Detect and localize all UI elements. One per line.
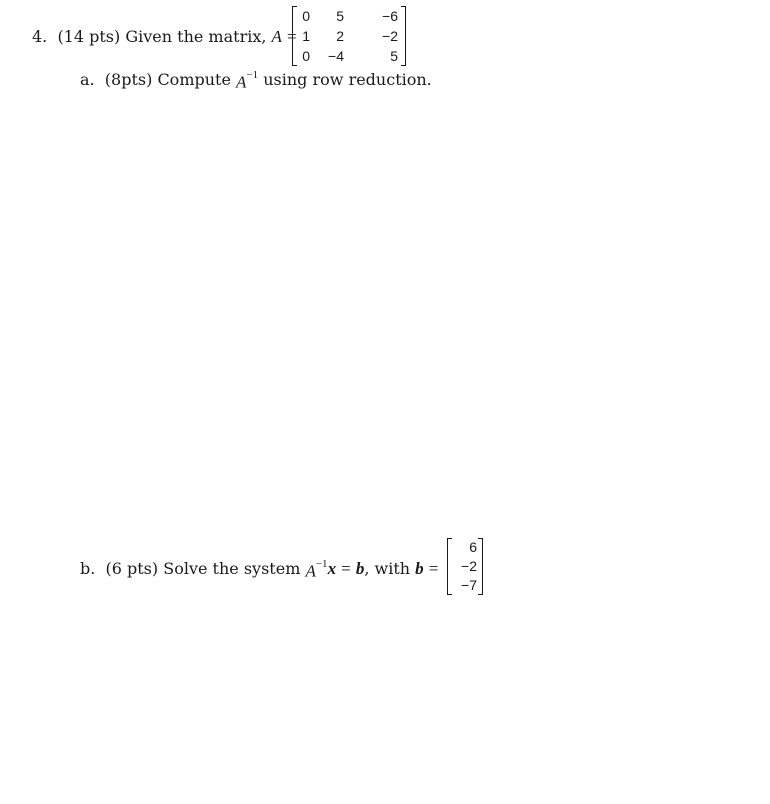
part-a-superscript: −1 bbox=[246, 69, 259, 81]
part-b-var-x: x bbox=[327, 559, 337, 579]
part-b-var-b: b bbox=[355, 559, 365, 579]
part-a-label: a. bbox=[80, 70, 95, 90]
matrix-cell: 2 bbox=[336, 28, 344, 44]
matrix-right-bracket bbox=[401, 6, 406, 66]
equals-sign: = bbox=[287, 27, 297, 46]
vector-cell: −7 bbox=[461, 577, 477, 593]
matrix-cell: 5 bbox=[390, 48, 398, 64]
problem-4-header bbox=[32, 27, 297, 47]
part-b-text-before: Solve the system bbox=[163, 559, 301, 579]
part-b-equals: = bbox=[341, 559, 351, 579]
part-a-text-after: using row reduction. bbox=[263, 70, 432, 90]
part-b-label: b. bbox=[80, 559, 96, 579]
part-a-text-before: Compute bbox=[157, 70, 231, 90]
vector-right-bracket bbox=[478, 538, 483, 595]
problem-points: (14 pts) bbox=[57, 27, 121, 46]
part-b-equals2: = bbox=[428, 559, 439, 579]
matrix-cell: −6 bbox=[382, 8, 398, 24]
part-a-points: (8pts) bbox=[104, 70, 153, 90]
matrix-cell: 1 bbox=[302, 28, 310, 44]
matrix-a bbox=[292, 6, 406, 66]
vector-b bbox=[447, 538, 483, 595]
matrix-cell: 5 bbox=[336, 8, 344, 24]
part-b-points: (6 pts) bbox=[105, 559, 159, 579]
vector-cell: 6 bbox=[469, 539, 477, 555]
matrix-cell: 0 bbox=[302, 48, 310, 64]
matrix-left-bracket bbox=[292, 6, 297, 66]
matrix-cell: 0 bbox=[302, 8, 310, 24]
matrix-variable: A bbox=[271, 27, 282, 46]
part-b-with: , with bbox=[364, 559, 411, 579]
part-b bbox=[80, 557, 438, 582]
part-b-superscript: −1 bbox=[315, 558, 328, 570]
problem-number: 4. bbox=[32, 27, 48, 46]
part-b-var-a: $A^{-1}$ bbox=[305, 558, 328, 581]
problem-text: Given the matrix, bbox=[125, 27, 267, 46]
vector-cell: −2 bbox=[461, 558, 477, 574]
matrix-cell: −2 bbox=[382, 28, 398, 44]
part-a bbox=[80, 68, 432, 93]
matrix-cell: −4 bbox=[328, 48, 344, 64]
part-b-var-b2: b bbox=[415, 559, 424, 579]
part-a-var: $A^{-1}$ bbox=[236, 69, 259, 92]
